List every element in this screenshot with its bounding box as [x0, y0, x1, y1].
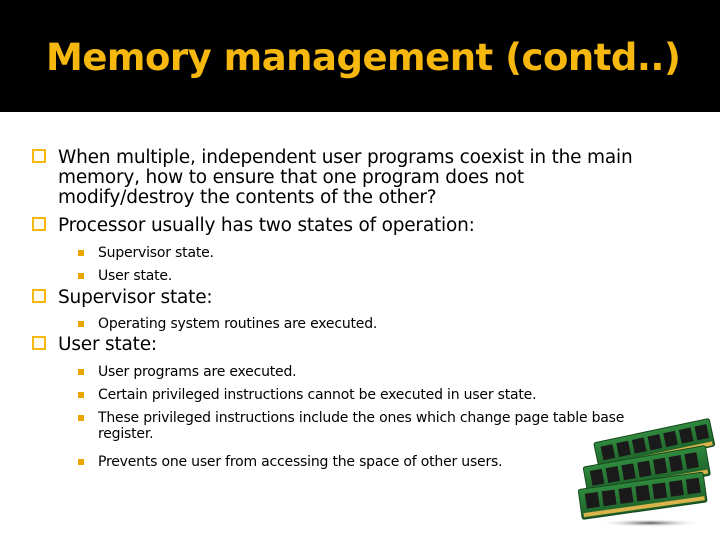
sub-bullet-item — [98, 387, 658, 403]
sub-bullet-text: Certain privileged instructions cannot be executed in user state. — [98, 387, 537, 403]
sub-bullet-item — [98, 454, 658, 470]
filled-square-icon — [78, 321, 84, 327]
shadow-shape — [598, 519, 702, 527]
bullet-text-4: User state: — [58, 334, 157, 355]
sub-bullet-item — [98, 268, 658, 284]
square-outline-icon — [32, 149, 46, 163]
sub-bullet-text: Prevents one user from accessing the space of other users. — [98, 454, 503, 470]
square-outline-icon — [32, 289, 46, 303]
sub-bullet-text: Operating system routines are executed. — [98, 316, 378, 332]
filled-square-icon — [78, 369, 84, 375]
slide-title: Memory management (contd..) — [46, 36, 681, 79]
sub-bullet-text: Supervisor state. — [98, 245, 214, 261]
sub-bullet-item — [98, 364, 658, 380]
sub-bullet-item — [98, 245, 658, 261]
bullet-text-1: When multiple, independent user programs coexist in the main memory, how to ensure that one program does not modify/destroy the contents of the other? — [58, 147, 633, 208]
sub-bullet-item — [98, 316, 658, 332]
bullet-item-3 — [58, 288, 658, 308]
bullet-text-3: Supervisor state: — [58, 287, 213, 308]
filled-square-icon — [78, 459, 84, 465]
sub-bullet-text: User programs are executed. — [98, 364, 297, 380]
bullet-text-2: Processor usually has two states of operation: — [58, 215, 475, 236]
bullet-item-2 — [58, 216, 658, 236]
bullet-item-1 — [58, 148, 658, 208]
ram-module-image — [578, 418, 720, 528]
filled-square-icon — [78, 392, 84, 398]
bullet-item-4 — [58, 335, 658, 355]
filled-square-icon — [78, 415, 84, 421]
square-outline-icon — [32, 336, 46, 350]
filled-square-icon — [78, 250, 84, 256]
filled-square-icon — [78, 273, 84, 279]
sub-bullet-text: User state. — [98, 268, 173, 284]
sub-bullet-text: These privileged instructions include the ones which change page table base register. — [98, 410, 625, 442]
square-outline-icon — [32, 217, 46, 231]
